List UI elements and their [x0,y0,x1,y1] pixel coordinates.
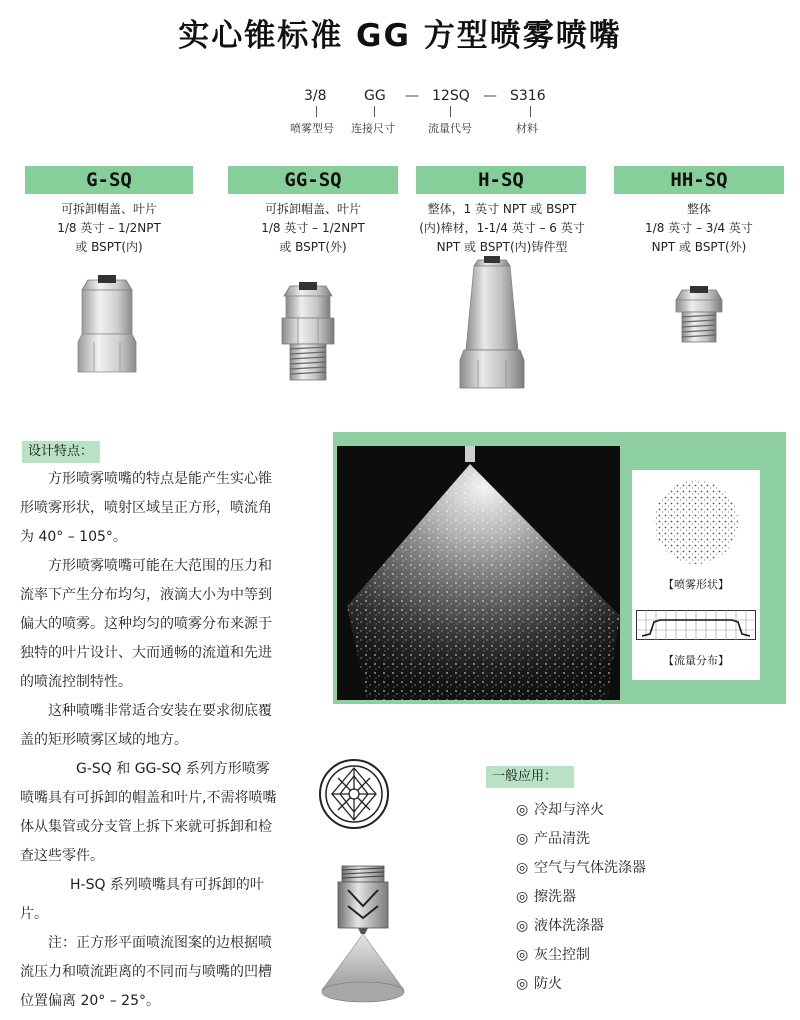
application-label: 产品清洗 [534,831,590,847]
series-header-h-sq: H-SQ [416,166,586,194]
list-item [516,912,646,941]
series-header-g-sq: G-SQ [25,166,193,194]
design-paragraph: 方形喷雾喷嘴可能在大范围的压力和流率下产生分布均匀，液滴大小为中等到偏大的喷雾。这种均匀的喷雾分布来源于独特的叶片设计、大而通畅的流道和先进的喷流控制特性。 [20,558,272,690]
label-connection-size: 连接尺寸 [351,122,395,135]
design-paragraph: 方形喷雾喷嘴的特点是能产生实心锥形喷雾形状，喷射区域呈正方形，喷流角为 40° – 105°。 [20,471,272,545]
list-item [516,854,646,883]
vane-cross-section-image [318,758,390,830]
spray-photo [337,446,620,700]
series-desc-h-sq [404,200,600,257]
bullet-icon: ◎ [516,831,529,847]
applications-heading: 一般应用： [486,766,574,788]
application-label: 空气与气体洗涤器 [534,860,646,876]
desc-line: 1/8 英寸 – 1/2NPT [57,221,161,235]
design-paragraph: G-SQ 和 GG-SQ 系列方形喷雾喷嘴具有可拆卸的帽盖和叶片,不需将喷嘴体从集管或分支管上拆下来就可拆卸和检查这些零件。 [20,761,277,864]
flow-distribution-chart [636,610,756,640]
code-tick [530,106,531,117]
desc-line: (内)棒材，1-1/4 英寸 – 6 英寸 [419,221,585,235]
part-code-diagram [290,88,560,148]
desc-line: 1/8 英寸 – 1/2NPT [261,221,365,235]
list-item [516,941,646,970]
nozzle-gg-sq-image [276,280,340,384]
list-item [516,825,646,854]
desc-line: 或 BSPT(外) [279,240,347,254]
series-desc-gg-sq [228,200,398,257]
page-title: 实心锥标准 GG 方型喷雾喷嘴 [178,18,622,54]
list-item [516,883,646,912]
series-header-hh-sq: HH-SQ [614,166,784,194]
series-header-gg-sq: GG-SQ [228,166,398,194]
bullet-icon: ◎ [516,918,529,934]
label-flow: 流量代号 [428,122,472,135]
code-material: S316 [510,88,546,104]
spray-inset-panel [632,470,760,680]
label-spray-type: 喷雾型号 [290,122,334,135]
spray-shape-label: 【喷雾形状】 [663,578,729,591]
code-connection-size: GG [364,88,386,104]
application-label: 液体洗涤器 [534,918,604,934]
code-tick [316,106,317,117]
code-dash: — [483,88,497,104]
bullet-icon: ◎ [516,860,529,876]
design-paragraph: H-SQ 系列喷嘴具有可拆卸的叶片。 [20,877,264,922]
list-item [516,796,646,825]
code-flow: 12SQ [432,88,470,104]
design-features-heading: 设计特点： [22,441,100,463]
bullet-icon: ◎ [516,802,529,818]
desc-line: 或 BSPT(内) [75,240,143,254]
application-label: 防火 [534,976,562,992]
application-label: 擦洗器 [534,889,576,905]
design-paragraph: 注：正方形平面喷流图案的边根据喷流压力和喷流距离的不同而与喷嘴的凹槽位置偏离 20° – 25°。 [20,935,272,1009]
desc-line: 可拆卸帽盖、叶片 [60,202,157,216]
desc-line: 可拆卸帽盖、叶片 [264,202,361,216]
label-material: 材料 [516,122,538,135]
list-item [516,970,646,999]
series-desc-hh-sq [614,200,784,257]
spray-shape-image [652,478,740,566]
applications-list [516,796,646,999]
bullet-icon: ◎ [516,976,529,992]
nozzle-hh-sq-image [670,284,728,344]
series-desc-g-sq [25,200,193,257]
bullet-icon: ◎ [516,947,529,963]
application-label: 灰尘控制 [534,947,590,963]
desc-line: NPT 或 BSPT(内)铸件型 [436,240,568,254]
code-spray-type: 3/8 [304,88,327,104]
nozzle-cutaway-spray-image [318,862,408,1008]
desc-line: NPT 或 BSPT(外) [651,240,747,254]
code-tick [450,106,451,117]
application-label: 冷却与淬火 [534,802,604,818]
desc-line: 1/8 英寸 – 3/4 英寸 [645,221,753,235]
design-paragraph: 这种喷嘴非常适合安装在要求彻底覆盖的矩形喷雾区域的地方。 [20,703,272,748]
desc-line: 整体 [686,202,711,216]
code-tick [374,106,375,117]
spray-photo-image [337,446,620,700]
flow-distribution-label: 【流量分布】 [663,654,729,667]
nozzle-h-sq-image [456,254,528,392]
bullet-icon: ◎ [516,889,529,905]
desc-line: 整体，1 英寸 NPT 或 BSPT [427,202,577,216]
nozzle-g-sq-image [72,272,142,376]
code-dash: — [405,88,419,104]
